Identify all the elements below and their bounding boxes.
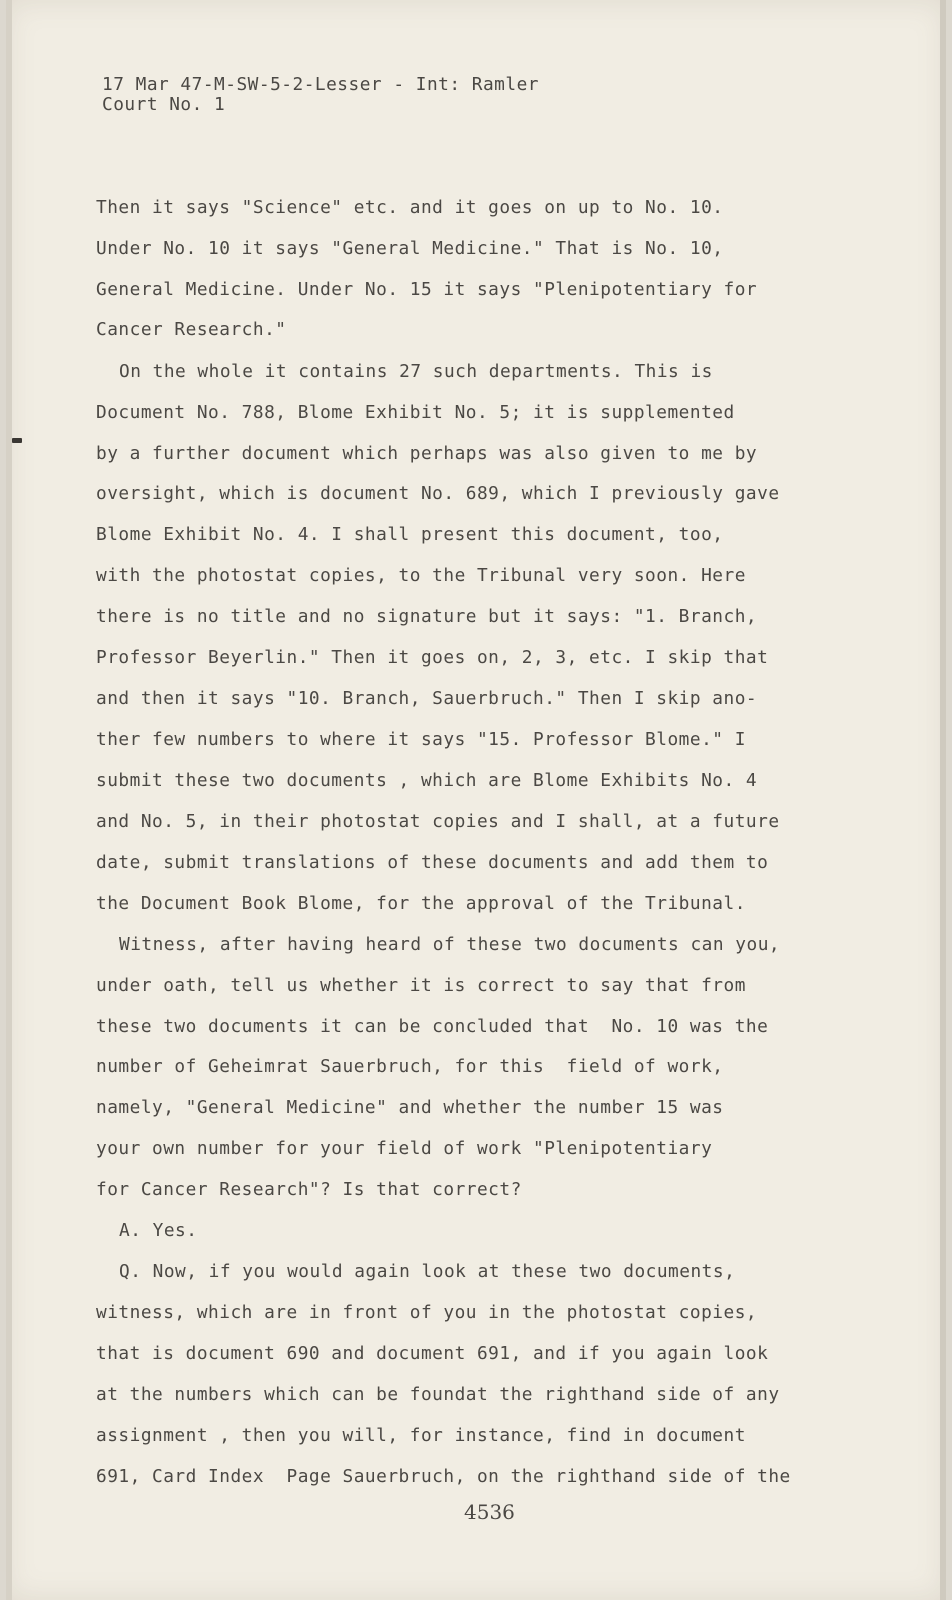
text-line: Then it says "Science" etc. and it goes on up to No. 10. [96,197,724,218]
text-line: and No. 5, in their photostat copies and I shall, at a future [96,811,780,832]
text-line: number of Geheimrat Sauerbruch, for this field of work, [96,1056,724,1077]
margin-mark [12,438,22,443]
text-line: ther few numbers to where it says "15. Professor Blome." I [96,729,746,750]
page-left-edge [6,0,12,1600]
text-line: and then it says "10. Branch, Sauerbruch." Then I skip ano- [96,688,758,709]
text-line: oversight, which is document No. 689, which I previously gave [96,483,780,504]
text-line: witness, which are in front of you in the photostat copies, [96,1302,758,1323]
text-line: under oath, tell us whether it is correct to say that from [96,975,746,996]
text-line: with the photostat copies, to the Tribunal very soon. Here [96,565,746,586]
text-line: at the numbers which can be foundat the righthand side of any [96,1384,780,1405]
text-line: these two documents it can be concluded that No. 10 was the [96,1016,769,1037]
document-page [6,0,946,1600]
page-number: 4536 [464,1500,515,1524]
text-line: there is no title and no signature but it says: "1. Branch, [96,606,758,627]
text-line: Witness, after having heard of these two documents can you, [119,934,781,955]
text-line: by a further document which perhaps was also given to me by [96,443,758,464]
text-line: Under No. 10 it says "General Medicine." That is No. 10, [96,238,724,259]
text-line: Professor Beyerlin." Then it goes on, 2, 3, etc. I skip that [96,647,769,668]
header-line-2: Court No. 1 [102,94,226,115]
text-line: date, submit translations of these documents and add them to [96,852,769,873]
text-line: On the whole it contains 27 such departments. This is [119,361,713,382]
text-line: submit these two documents , which are Blome Exhibits No. 4 [96,770,758,791]
text-line: namely, "General Medicine" and whether the number 15 was [96,1097,724,1118]
text-line: General Medicine. Under No. 15 it says "Plenipotentiary for [96,279,758,300]
text-line: A. Yes. [119,1220,198,1241]
text-line: 691, Card Index Page Sauerbruch, on the righthand side of the [96,1466,791,1487]
page-right-edge [940,0,946,1600]
header-line-1: 17 Mar 47-M-SW-5-2-Lesser - Int: Ramler [102,74,540,95]
text-line: Q. Now, if you would again look at these two documents, [119,1261,736,1282]
text-line: Document No. 788, Blome Exhibit No. 5; it is supplemented [96,402,735,423]
text-line: your own number for your field of work "Plenipotentiary [96,1138,713,1159]
text-line: for Cancer Research"? Is that correct? [96,1179,522,1200]
text-line: that is document 690 and document 691, and if you again look [96,1343,769,1364]
text-line: Blome Exhibit No. 4. I shall present this document, too, [96,524,724,545]
text-line: Cancer Research." [96,319,287,340]
text-line: the Document Book Blome, for the approval of the Tribunal. [96,893,746,914]
text-line: assignment , then you will, for instance, find in document [96,1425,746,1446]
